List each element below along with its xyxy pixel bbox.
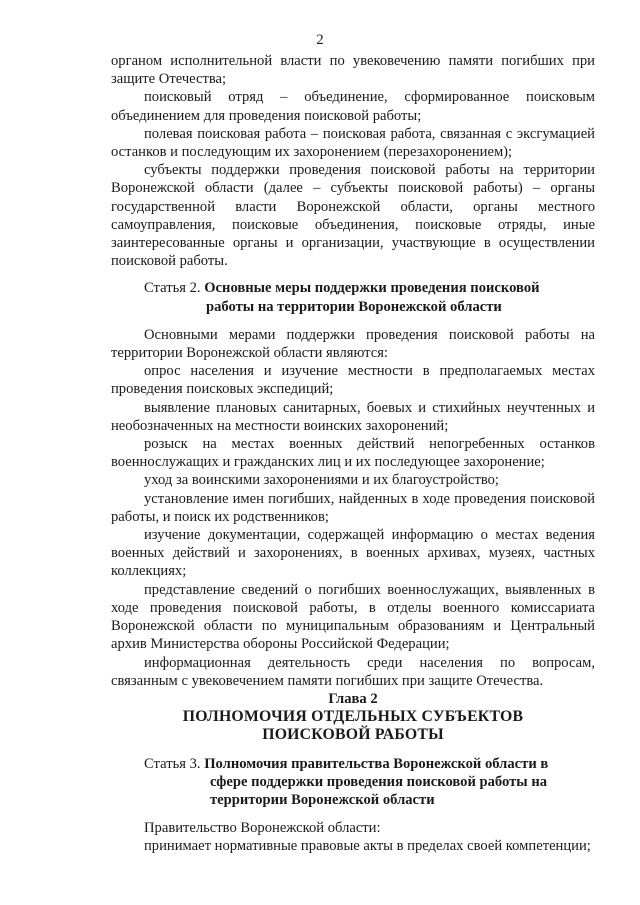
article-title: работы на территории Воронежской области	[206, 298, 502, 315]
list-item: установление имен погибших, найденных в ходе проведения поисковой работы, и поиск их родственников;	[111, 490, 595, 525]
list-item: выявление плановых санитарных, боевых и стихийных неучтенных и необозначенных на местности воинских захоронений;	[111, 399, 595, 434]
article-title: сфере поддержки проведения поисковой работы на	[210, 773, 548, 790]
article-label: Статья 2.	[144, 280, 201, 297]
article-title: Основные меры поддержки проведения поисковой	[204, 280, 540, 297]
paragraph: Правительство Воронежской области:	[144, 820, 381, 837]
list-item: информационная деятельность среди населения по вопросам, связанным с увековечением памяти погибших при защите Отечества.	[111, 654, 595, 689]
paragraph: субъекты поддержки проведения поисковой работы на территории Воронежской области (далее – субъекты поисковой работы) – органы государственной власти Воронежской области, органы местного самоуправления, поисковые объединения, поисковые отряды, иные заинтересованные органы и организации, участвующие в осуществлении поисковой работы.	[111, 162, 595, 270]
list-item: изучение документации, содержащей информацию о местах ведения военных действий и захоронениях, в военных архивах, музеях, частных коллекциях;	[111, 527, 595, 580]
article-title: территории Воронежской области	[210, 791, 435, 808]
paragraph: Основными мерами поддержки проведения поисковой работы на территории Воронежской области являются:	[111, 326, 595, 362]
list-item: принимает нормативные правовые акты в пределах своей компетенции;	[144, 838, 591, 855]
document-body	[111, 52, 595, 856]
paragraph: поисковый отряд – объединение, сформированное поисковым объединением для проведения поисковой работы;	[111, 89, 595, 124]
paragraph: органом исполнительной власти по увековечению памяти погибших при защите Отечества;	[111, 53, 595, 88]
article-2-heading	[111, 279, 595, 315]
article-3-heading	[111, 755, 595, 810]
list-item: представление сведений о погибших военнослужащих, выявленных в ходе проведения поисковой работы, в отделы военного комиссариата Воронежской области по муниципальным образованиям и Центральный архив Министерства обороны Российской Федерации;	[111, 581, 595, 653]
article-label: Статья 3.	[144, 755, 201, 772]
chapter-title: ПОИСКОВОЙ РАБОТЫ	[262, 726, 444, 744]
chapter-title: ПОЛНОМОЧИЯ ОТДЕЛЬНЫХ СУБЪЕКТОВ	[182, 708, 524, 726]
article-title: Полномочия правительства Воронежской области в	[204, 755, 549, 772]
chapter-heading	[111, 690, 595, 745]
list-item: опрос населения и изучение местности в предполагаемых местах проведения поисковых экспедиций;	[111, 363, 595, 398]
list-item: розыск на местах военных действий непогребенных останков военнослужащих и гражданских лиц и их последующее захоронение;	[111, 436, 595, 471]
paragraph: полевая поисковая работа – поисковая работа, связанная с эксгумацией останков и последующим их захоронением (перезахоронением);	[111, 125, 595, 161]
chapter-number: Глава 2	[328, 690, 378, 707]
page-number: 2	[316, 32, 324, 48]
list-item: уход за воинскими захоронениями и их благоустройство;	[144, 472, 499, 489]
